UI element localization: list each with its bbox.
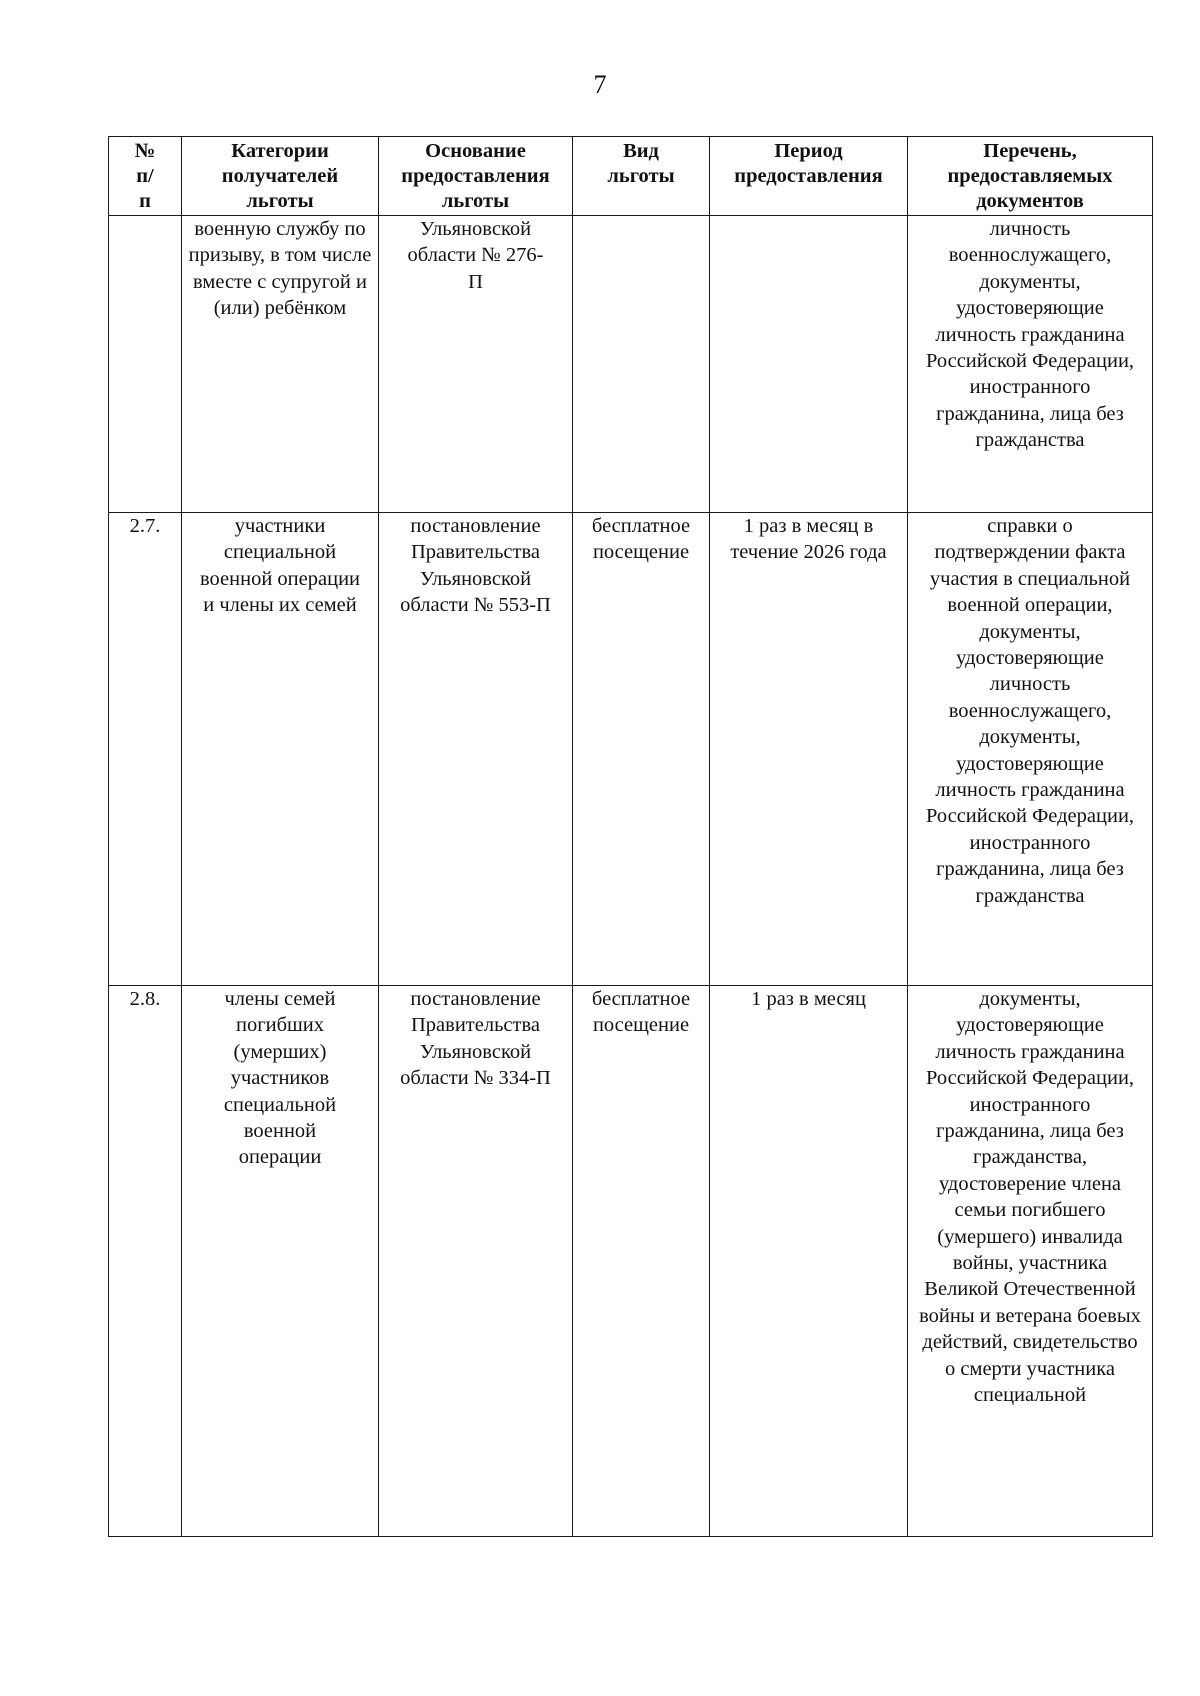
row-category: участники специальной военной операции и члены их семей (182, 513, 379, 986)
header-number: № п/п (109, 137, 182, 216)
row-number (109, 513, 182, 986)
header-kind: Вид льготы (573, 137, 710, 216)
header-period: Период предоставления (710, 137, 908, 216)
table-row (109, 513, 1153, 986)
row-kind: бесплатное посещение (573, 986, 710, 1537)
table-header-row (109, 137, 1153, 216)
row-number (109, 216, 182, 513)
row-kind (573, 216, 710, 513)
row-documents: справки о подтверждении факта участия в специальной военной операции, документы, удостоверяющие личность военнослужащего, документы, удостоверяющие личность гражданина Российской Федерации, иностранного гражданина, лица без гражданства (908, 513, 1153, 986)
header-documents: Перечень, предоставляемых документов (908, 137, 1153, 216)
row-period (710, 216, 908, 513)
table-row (109, 986, 1153, 1537)
table-row (109, 216, 1153, 513)
header-basis: Основание предоставления льготы (379, 137, 573, 216)
header-category: Категории получателей льготы (182, 137, 379, 216)
row-category: военную службу по призыву, в том числе вместе с супругой и (или) ребёнком (182, 216, 379, 513)
row-number (109, 986, 182, 1537)
row-number-text: 2.8. (129, 988, 161, 1010)
row-documents: документы, удостоверяющие личность гражданина Российской Федерации, иностранного гражданина, лица без гражданства, удостоверение члена семьи погибшего (умершего) инвалида войны, участника Великой Отечественной войны и ветерана боевых действий, свидетельство о смерти участника специальной (908, 986, 1153, 1537)
row-period: 1 раз в месяц (710, 986, 908, 1537)
row-basis: постановление Правительства Ульяновской области № 334-П (379, 986, 573, 1537)
row-number-text: 2.7. (129, 515, 161, 537)
benefits-table (108, 136, 1153, 1537)
row-basis: Ульяновской области № 276-П (379, 216, 573, 513)
row-period: 1 раз в месяц в течение 2026 года (710, 513, 908, 986)
row-category: члены семей погибших (умерших) участников специальной военной операции (182, 986, 379, 1537)
row-kind: бесплатное посещение (573, 513, 710, 986)
page-number: 7 (593, 70, 607, 99)
row-documents: личность военнослужащего, документы, удостоверяющие личность гражданина Российской Федерации, иностранного гражданина, лица без гражданства (908, 216, 1153, 513)
row-basis: постановление Правительства Ульяновской области № 553-П (379, 513, 573, 986)
